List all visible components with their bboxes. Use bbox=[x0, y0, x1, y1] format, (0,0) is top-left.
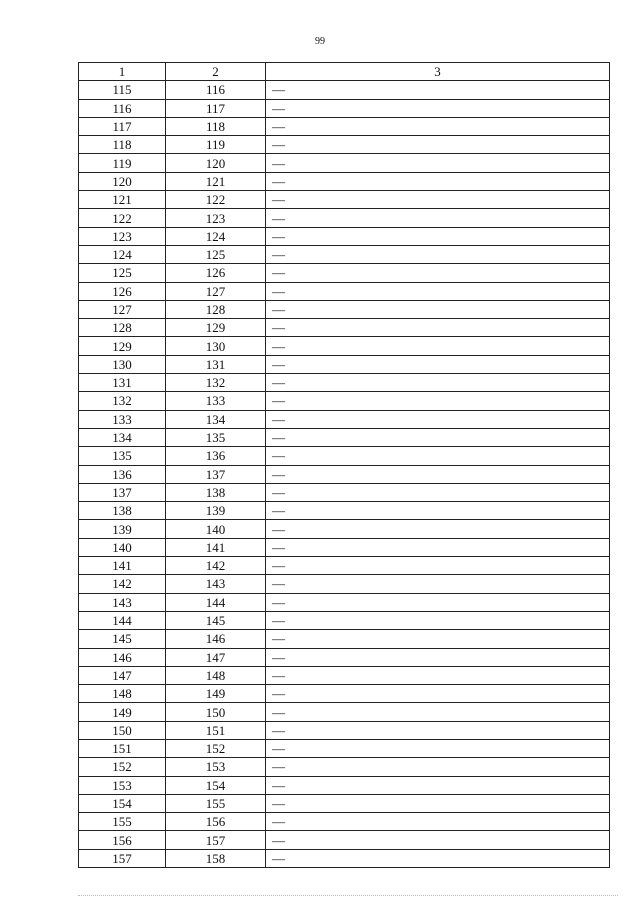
row-number-cell: 136 bbox=[79, 465, 166, 483]
dash-cell: — bbox=[266, 630, 610, 648]
next-number-cell: 151 bbox=[166, 721, 266, 739]
table-row bbox=[79, 575, 610, 593]
page-number: 99 bbox=[315, 36, 325, 47]
dash-cell: — bbox=[266, 794, 610, 812]
row-number-cell: 154 bbox=[79, 794, 166, 812]
row-number-cell: 151 bbox=[79, 739, 166, 757]
table-row bbox=[79, 136, 610, 154]
dash-cell: — bbox=[266, 538, 610, 556]
row-number-cell: 131 bbox=[79, 374, 166, 392]
table-row bbox=[79, 630, 610, 648]
row-number-cell: 133 bbox=[79, 410, 166, 428]
next-number-cell: 126 bbox=[166, 264, 266, 282]
row-number-cell: 145 bbox=[79, 630, 166, 648]
next-number-cell: 146 bbox=[166, 630, 266, 648]
next-number-cell: 122 bbox=[166, 191, 266, 209]
row-number-cell: 150 bbox=[79, 721, 166, 739]
row-number-cell: 153 bbox=[79, 776, 166, 794]
next-number-cell: 129 bbox=[166, 319, 266, 337]
dash-cell: — bbox=[266, 483, 610, 501]
next-number-cell: 155 bbox=[166, 794, 266, 812]
table-row bbox=[79, 557, 610, 575]
dash-cell: — bbox=[266, 666, 610, 684]
dash-cell: — bbox=[266, 520, 610, 538]
table-header bbox=[79, 63, 610, 81]
row-number-cell: 115 bbox=[79, 81, 166, 99]
row-number-cell: 121 bbox=[79, 191, 166, 209]
next-number-cell: 125 bbox=[166, 245, 266, 263]
row-number-cell: 155 bbox=[79, 813, 166, 831]
dash-cell: — bbox=[266, 172, 610, 190]
table-row bbox=[79, 81, 610, 99]
table-row bbox=[79, 465, 610, 483]
next-number-cell: 141 bbox=[166, 538, 266, 556]
row-number-cell: 156 bbox=[79, 831, 166, 849]
row-number-cell: 122 bbox=[79, 209, 166, 227]
table-row bbox=[79, 264, 610, 282]
table-row bbox=[79, 447, 610, 465]
row-number-cell: 152 bbox=[79, 758, 166, 776]
next-number-cell: 149 bbox=[166, 685, 266, 703]
next-number-cell: 136 bbox=[166, 447, 266, 465]
table-row bbox=[79, 831, 610, 849]
column-header-2: 2 bbox=[166, 63, 266, 81]
table-row bbox=[79, 703, 610, 721]
table-row bbox=[79, 319, 610, 337]
row-number-cell: 130 bbox=[79, 355, 166, 373]
dash-cell: — bbox=[266, 154, 610, 172]
next-number-cell: 139 bbox=[166, 502, 266, 520]
dash-cell: — bbox=[266, 392, 610, 410]
next-number-cell: 117 bbox=[166, 99, 266, 117]
next-number-cell: 147 bbox=[166, 648, 266, 666]
table-row bbox=[79, 117, 610, 135]
dash-cell: — bbox=[266, 703, 610, 721]
table-body bbox=[79, 81, 610, 868]
row-number-cell: 157 bbox=[79, 849, 166, 867]
dash-cell: — bbox=[266, 81, 610, 99]
next-number-cell: 156 bbox=[166, 813, 266, 831]
next-number-cell: 124 bbox=[166, 227, 266, 245]
column-header-3: 3 bbox=[266, 63, 610, 81]
row-number-cell: 124 bbox=[79, 245, 166, 263]
table-row bbox=[79, 172, 610, 190]
table-row bbox=[79, 666, 610, 684]
next-number-cell: 116 bbox=[166, 81, 266, 99]
table-row bbox=[79, 209, 610, 227]
table-row bbox=[79, 191, 610, 209]
dash-cell: — bbox=[266, 428, 610, 446]
next-number-cell: 140 bbox=[166, 520, 266, 538]
header-row bbox=[79, 63, 610, 81]
next-number-cell: 128 bbox=[166, 300, 266, 318]
row-number-cell: 132 bbox=[79, 392, 166, 410]
next-number-cell: 145 bbox=[166, 611, 266, 629]
next-number-cell: 154 bbox=[166, 776, 266, 794]
table-row bbox=[79, 611, 610, 629]
next-number-cell: 152 bbox=[166, 739, 266, 757]
row-number-cell: 141 bbox=[79, 557, 166, 575]
next-number-cell: 127 bbox=[166, 282, 266, 300]
next-number-cell: 158 bbox=[166, 849, 266, 867]
table-row bbox=[79, 392, 610, 410]
table-row bbox=[79, 739, 610, 757]
table-row bbox=[79, 776, 610, 794]
next-number-cell: 123 bbox=[166, 209, 266, 227]
row-number-cell: 142 bbox=[79, 575, 166, 593]
table-row bbox=[79, 245, 610, 263]
next-number-cell: 121 bbox=[166, 172, 266, 190]
dash-cell: — bbox=[266, 813, 610, 831]
table-row bbox=[79, 685, 610, 703]
row-number-cell: 119 bbox=[79, 154, 166, 172]
row-number-cell: 127 bbox=[79, 300, 166, 318]
dash-cell: — bbox=[266, 99, 610, 117]
column-header-1: 1 bbox=[79, 63, 166, 81]
table-row bbox=[79, 849, 610, 867]
table-row bbox=[79, 721, 610, 739]
table-row bbox=[79, 502, 610, 520]
table-row bbox=[79, 337, 610, 355]
next-number-cell: 132 bbox=[166, 374, 266, 392]
next-number-cell: 138 bbox=[166, 483, 266, 501]
next-number-cell: 131 bbox=[166, 355, 266, 373]
table-row bbox=[79, 758, 610, 776]
row-number-cell: 134 bbox=[79, 428, 166, 446]
table-row bbox=[79, 282, 610, 300]
dash-cell: — bbox=[266, 685, 610, 703]
dash-cell: — bbox=[266, 831, 610, 849]
dash-cell: — bbox=[266, 739, 610, 757]
table-row bbox=[79, 374, 610, 392]
row-number-cell: 123 bbox=[79, 227, 166, 245]
row-number-cell: 138 bbox=[79, 502, 166, 520]
dash-cell: — bbox=[266, 502, 610, 520]
dash-cell: — bbox=[266, 593, 610, 611]
dash-cell: — bbox=[266, 355, 610, 373]
row-number-cell: 120 bbox=[79, 172, 166, 190]
row-number-cell: 146 bbox=[79, 648, 166, 666]
row-number-cell: 126 bbox=[79, 282, 166, 300]
table-row bbox=[79, 410, 610, 428]
dash-cell: — bbox=[266, 282, 610, 300]
row-number-cell: 147 bbox=[79, 666, 166, 684]
dash-cell: — bbox=[266, 136, 610, 154]
dash-cell: — bbox=[266, 300, 610, 318]
next-number-cell: 133 bbox=[166, 392, 266, 410]
table-row bbox=[79, 648, 610, 666]
dash-cell: — bbox=[266, 374, 610, 392]
table-row bbox=[79, 227, 610, 245]
dash-cell: — bbox=[266, 648, 610, 666]
row-number-cell: 118 bbox=[79, 136, 166, 154]
footer-scan-marks bbox=[78, 895, 618, 898]
dash-cell: — bbox=[266, 758, 610, 776]
dash-cell: — bbox=[266, 117, 610, 135]
row-number-cell: 143 bbox=[79, 593, 166, 611]
table-row bbox=[79, 593, 610, 611]
row-number-cell: 140 bbox=[79, 538, 166, 556]
dash-cell: — bbox=[266, 227, 610, 245]
dash-cell: — bbox=[266, 611, 610, 629]
row-number-cell: 149 bbox=[79, 703, 166, 721]
row-number-cell: 129 bbox=[79, 337, 166, 355]
dash-cell: — bbox=[266, 575, 610, 593]
table-row bbox=[79, 300, 610, 318]
dash-cell: — bbox=[266, 721, 610, 739]
table-row bbox=[79, 794, 610, 812]
next-number-cell: 137 bbox=[166, 465, 266, 483]
row-number-cell: 116 bbox=[79, 99, 166, 117]
row-number-cell: 144 bbox=[79, 611, 166, 629]
table-row bbox=[79, 154, 610, 172]
next-number-cell: 148 bbox=[166, 666, 266, 684]
table-row bbox=[79, 355, 610, 373]
dash-cell: — bbox=[266, 264, 610, 282]
dash-cell: — bbox=[266, 776, 610, 794]
table-row bbox=[79, 428, 610, 446]
table-row bbox=[79, 483, 610, 501]
row-number-cell: 139 bbox=[79, 520, 166, 538]
dash-cell: — bbox=[266, 319, 610, 337]
table-row bbox=[79, 538, 610, 556]
table-row bbox=[79, 813, 610, 831]
row-number-cell: 125 bbox=[79, 264, 166, 282]
dash-cell: — bbox=[266, 337, 610, 355]
next-number-cell: 134 bbox=[166, 410, 266, 428]
data-table bbox=[78, 62, 610, 868]
row-number-cell: 135 bbox=[79, 447, 166, 465]
next-number-cell: 120 bbox=[166, 154, 266, 172]
row-number-cell: 148 bbox=[79, 685, 166, 703]
row-number-cell: 128 bbox=[79, 319, 166, 337]
next-number-cell: 150 bbox=[166, 703, 266, 721]
dash-cell: — bbox=[266, 447, 610, 465]
table-row bbox=[79, 520, 610, 538]
next-number-cell: 118 bbox=[166, 117, 266, 135]
next-number-cell: 143 bbox=[166, 575, 266, 593]
dash-cell: — bbox=[266, 209, 610, 227]
dash-cell: — bbox=[266, 465, 610, 483]
dash-cell: — bbox=[266, 410, 610, 428]
dash-cell: — bbox=[266, 191, 610, 209]
dash-cell: — bbox=[266, 557, 610, 575]
next-number-cell: 153 bbox=[166, 758, 266, 776]
row-number-cell: 117 bbox=[79, 117, 166, 135]
next-number-cell: 144 bbox=[166, 593, 266, 611]
next-number-cell: 135 bbox=[166, 428, 266, 446]
next-number-cell: 142 bbox=[166, 557, 266, 575]
row-number-cell: 137 bbox=[79, 483, 166, 501]
next-number-cell: 130 bbox=[166, 337, 266, 355]
dash-cell: — bbox=[266, 245, 610, 263]
next-number-cell: 157 bbox=[166, 831, 266, 849]
table-row bbox=[79, 99, 610, 117]
dash-cell: — bbox=[266, 849, 610, 867]
next-number-cell: 119 bbox=[166, 136, 266, 154]
